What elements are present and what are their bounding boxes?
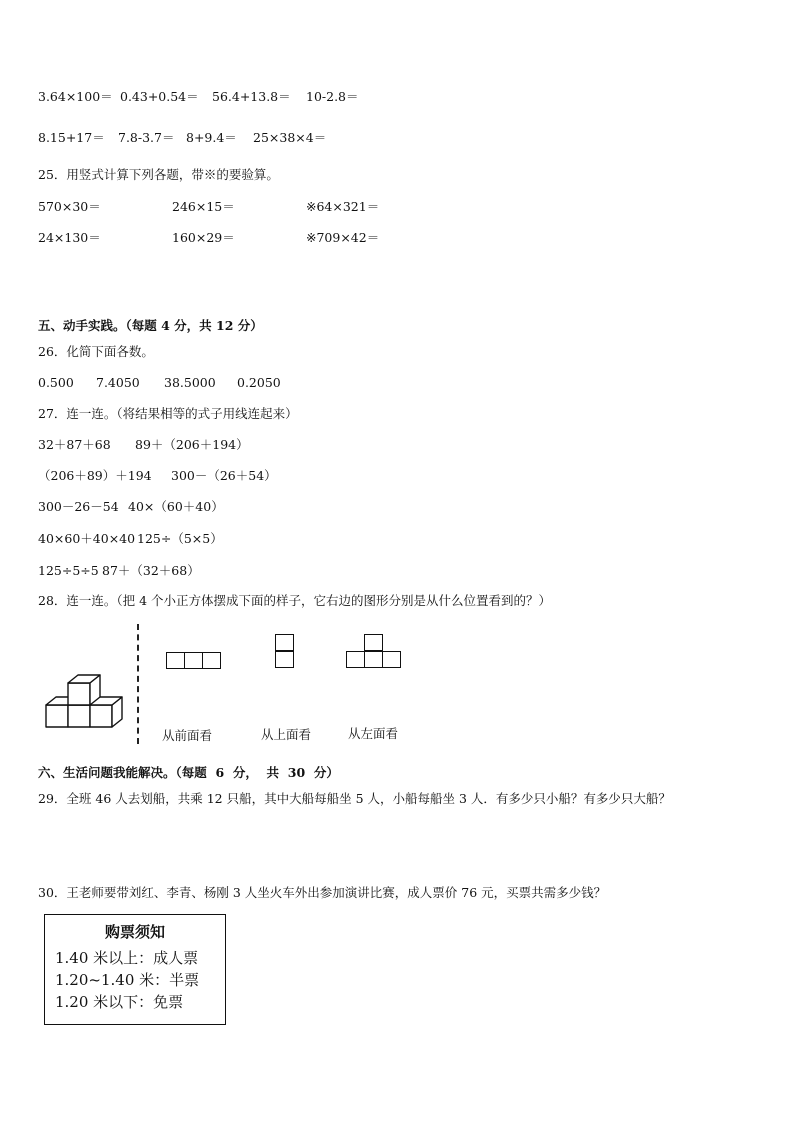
view-square [364,651,383,668]
view-square [346,651,365,668]
cube-arrangement-figure [40,662,130,734]
calc-item: 8+9.4＝ [186,130,237,145]
view-square [184,652,203,669]
q28-title: 28．连一连。（把 4 个小正方体摆成下面的样子，它右边的图形分别是从什么位置看到的？） [38,593,552,608]
view-square [275,634,294,651]
q25-title: 25．用竖式计算下列各题，带※的要验算。 [38,167,279,182]
view-square [382,651,401,668]
q27-right-expr: 300－（26＋54） [171,468,277,483]
q26-number: 0.500 [38,375,74,390]
q27-left-expr: （206＋89）＋194 [38,468,152,483]
q27-left-expr: 125÷5÷5 [38,563,99,578]
view-square [275,651,294,668]
q26-number: 38.5000 [164,375,216,390]
q25-item: ※709×42＝ [306,230,380,245]
q30-text: 30．王老师要带刘红、李青、杨刚 3 人坐火车外出参加演讲比赛，成人票价 76 元，买票共需多少钱？ [38,885,607,900]
q27-left-expr: 32＋87＋68 [38,437,111,452]
view-square [364,634,383,651]
calc-item: 3.64×100＝ [38,89,113,104]
ticket-notice-line: 1.40 米以上：成人票 [55,949,199,967]
view-label-front: 从前面看 [162,728,213,743]
q26-title: 26．化简下面各数。 [38,344,154,359]
q27-right-expr: 87＋（32＋68） [102,563,200,578]
q27-right-expr: 40×（60＋40） [128,499,224,514]
ticket-notice-line: 1.20~1.40 米：半票 [55,971,200,989]
ticket-notice-title: 购票须知 [104,923,165,941]
q27-left-expr: 300－26－54 [38,499,119,514]
calc-item: 25×38×4＝ [253,130,327,145]
ticket-notice-line: 1.20 米以下：免票 [55,993,184,1011]
q27-left-expr: 40×60＋40×40 [38,531,136,546]
calc-item: 7.8-3.7＝ [118,130,175,145]
calc-item: 10-2.8＝ [306,89,359,104]
view-label-left: 从左面看 [348,726,399,741]
q27-title: 27．连一连。（将结果相等的式子用线连起来） [38,406,298,421]
calc-item: 56.4+13.8＝ [212,89,291,104]
calc-item: 0.43+0.54＝ [120,89,199,104]
q25-item: 570×30＝ [38,199,101,214]
section6-title: 六、生活问题我能解决。（每题 6 分， 共 30 分） [38,765,339,780]
view-square [202,652,221,669]
calc-item: 8.15+17＝ [38,130,105,145]
view-label-top: 从上面看 [261,727,312,742]
q26-number: 7.4050 [96,375,140,390]
view-square [166,652,185,669]
divider-dashed-line [137,624,139,744]
q27-right-expr: 89＋（206＋194） [135,437,249,452]
q27-right-expr: 125÷（5×5） [137,531,223,546]
section5-title: 五、动手实践。（每题 4 分，共 12 分） [38,318,263,333]
q25-item: ※64×321＝ [306,199,380,214]
q25-item: 160×29＝ [172,230,235,245]
q25-item: 24×130＝ [38,230,101,245]
q26-number: 0.2050 [237,375,281,390]
q25-item: 246×15＝ [172,199,235,214]
ticket-notice-box [44,914,226,1025]
q29-text: 29．全班 46 人去划船，共乘 12 只船，其中大船每船坐 5 人，小船每船坐 3 人．有多少只小船？有多少只大船？ [38,791,671,806]
